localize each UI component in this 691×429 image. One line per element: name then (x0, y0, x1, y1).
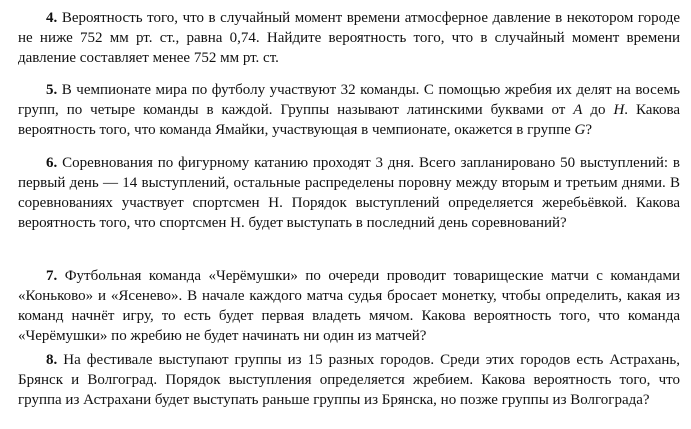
problem-text: Вероятность того, что в случайный момент времени атмосферное давление в некотором городе не ниже 752 мм рт. ст., равна 0,74. Найдите вероятность того, что в случайный момент времени давление составляет менее 752 мм рт. ст. (18, 10, 681, 66)
group-letter-g: G (574, 122, 586, 138)
problem-8 (18, 350, 680, 410)
group-letter-a: A (573, 102, 583, 118)
problem-5 (18, 80, 680, 140)
problem-text: Футбольная команда «Черёмушки» по очереди проводит товарищеские матчи с командами «Коньково» и «Ясенево». В начале каждого матча судья бросает монетку, чтобы определить, какая из команд начнёт игру, то есть будет первая владеть мячом. Какова вероятность того, что команда «Черёмушки» по жребию не будет начинать ни один из матчей? (18, 268, 680, 344)
problem-number: 8. (46, 352, 58, 368)
problem-text-part: В чемпионате мира по футболу участвуют 32 команды. С помощью жребия их делят на восемь групп, по четыре команды в каждой. Группы называют латинскими буквами от (18, 82, 681, 118)
problem-text-part: до (582, 102, 614, 118)
problem-8-paragraph (18, 350, 680, 410)
problem-text-part: . Какова вероятность того, что команда Ямайки, участвующая в чемпионате, окажется в группе (18, 102, 680, 138)
problem-6-paragraph (18, 153, 680, 233)
problem-5-paragraph (18, 80, 680, 140)
problem-text-part: ? (585, 122, 593, 138)
problem-number: 5. (46, 82, 58, 98)
problem-6 (18, 153, 680, 233)
problem-number: 7. (46, 268, 58, 284)
problem-4 (18, 8, 680, 68)
problem-text: На фестивале выступают группы из 15 разных городов. Среди этих городов есть Астрахань, Брянск и Волгоград. Порядок выступления определяется жребием. Какова вероятность того, что группа из Астрахани будет выступать раньше группы из Брянска, но позже группы из Волгограда? (18, 352, 680, 408)
problem-4-paragraph (18, 8, 680, 68)
problem-number: 4. (46, 10, 58, 26)
problem-7 (18, 266, 680, 346)
problem-7-paragraph (18, 266, 680, 346)
group-letter-h: H (613, 102, 625, 118)
problem-text: Соревнования по фигурному катанию проходят 3 дня. Всего запланировано 50 выступлений: в первый день — 14 выступлений, остальные распределены поровну между вторым и третьим днями. В соревнованиях участвует спортсмен Н. Порядок выступлений определяется жеребьёвкой. Какова вероятность того, что спортсмен Н. будет выступать в последний день соревнований? (18, 155, 681, 231)
problem-number: 6. (46, 155, 58, 171)
